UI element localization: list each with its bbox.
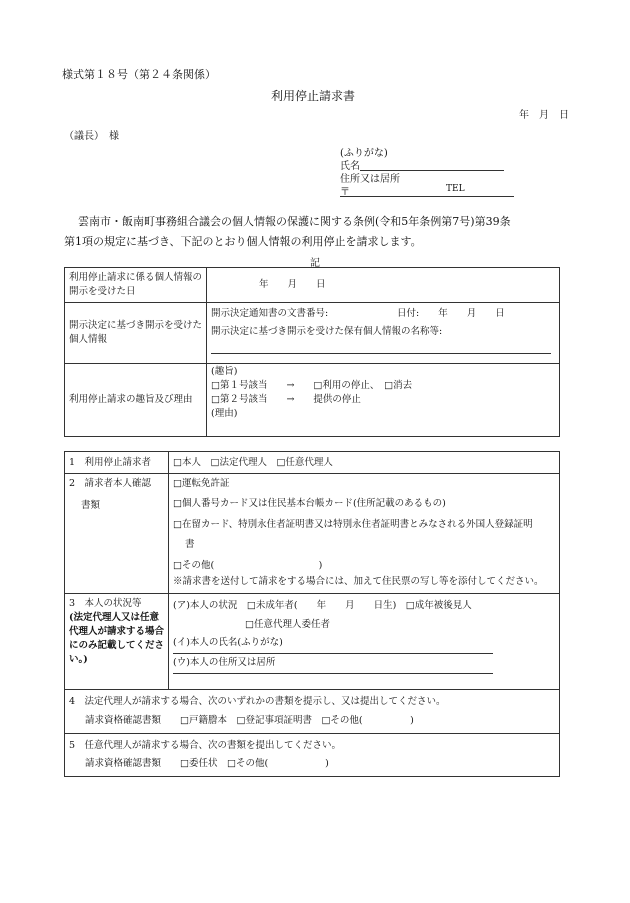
- address-underline: [340, 196, 514, 197]
- page-title: 利用停止請求書: [271, 89, 356, 103]
- intro-line-2: 第1項の規定に基づき、下記のとおり個人情報の利用停止を請求します。: [64, 235, 422, 248]
- info-name-underline: [211, 353, 551, 354]
- person-status-label-note: (法定代理人又は任意代理人が請求する場合にのみ記載してください。): [69, 612, 165, 665]
- id-doc-label: [65, 474, 169, 594]
- person-address-field[interactable]: (ウ)本人の住所又は居所: [173, 654, 493, 674]
- voluntary-rep-documents[interactable]: 請求資格確認書類 □委任状 □その他( ): [85, 757, 329, 769]
- disclosure-date-label: 利用停止請求に係る個人情報の開示を受けた日: [65, 268, 207, 303]
- requester-table: [64, 451, 560, 777]
- person-name-field[interactable]: (イ)本人の氏名(ふりがな): [173, 634, 493, 654]
- purpose-reason-cell[interactable]: [207, 363, 560, 436]
- id-doc-residence-card-cont: 書: [185, 539, 195, 551]
- form-number: 様式第１８号（第２４条関係）: [62, 68, 216, 81]
- doc-number-label: 開示決定通知書の文書番号:: [211, 307, 329, 319]
- requester-label: 1 利用停止請求者: [65, 452, 169, 474]
- person-status-label: [65, 594, 169, 690]
- purpose-option-2[interactable]: □第２号該当 → 提供の停止: [211, 394, 361, 406]
- purpose-heading: (趣旨): [211, 365, 238, 377]
- reason-heading: (理由): [211, 408, 238, 420]
- id-doc-options: [169, 474, 560, 594]
- addressee: （議長） 様: [64, 131, 119, 142]
- person-status-a2[interactable]: □任意代理人委任者: [245, 618, 330, 630]
- voluntary-rep-instruction: 5 任意代理人が請求する場合、次の書類を提出してください。: [69, 739, 342, 751]
- intro-line-1: 雲南市・飯南町事務組合議会の個人情報の保護に関する条例(令和5年条例第7号)第39条: [78, 215, 511, 228]
- purpose-reason-label: 利用停止請求の趣旨及び理由: [65, 363, 207, 436]
- stop-request-table: [64, 267, 560, 437]
- person-status-cell: [169, 594, 560, 690]
- date-line: 年 月 日: [519, 110, 569, 121]
- info-name-label: 開示決定に基づき開示を受けた保有個人情報の名称等:: [211, 325, 443, 337]
- id-doc-driver-license[interactable]: □運転免許証: [173, 478, 230, 489]
- disclosed-info-cell: [207, 302, 560, 363]
- id-doc-note: ※請求書を送付して請求をする場合には、加えて住民票の写し等を添付してください。: [173, 576, 544, 588]
- purpose-option-1[interactable]: □第１号該当 → □利用の停止、 □消去: [211, 379, 413, 391]
- person-status-a[interactable]: (ア)本人の状況 □未成年者( 年 月 日生) □成年被後見人: [173, 600, 472, 612]
- voluntary-rep-cell: [65, 733, 560, 776]
- legal-rep-documents[interactable]: 請求資格確認書類 □戸籍謄本 □登記事項証明書 □その他( ): [85, 714, 414, 726]
- disclosed-info-label: 開示決定に基づき開示を受けた個人情報: [65, 302, 207, 363]
- doc-date-label: 日付: 年 月 日: [397, 307, 505, 319]
- tel-label: TEL: [446, 184, 465, 194]
- legal-rep-instruction: 4 法定代理人が請求する場合、次のいずれかの書類を提示し、又は提出してください。: [69, 696, 446, 708]
- id-doc-label-line1: 2 請求者本人確認: [69, 478, 152, 489]
- address-label: 住所又は居所: [340, 174, 400, 185]
- person-status-label-line1: 3 本人の状況等: [69, 598, 142, 610]
- id-doc-label-line2: 書類: [81, 499, 101, 511]
- furigana-label: (ふりがな): [340, 148, 388, 159]
- id-doc-mynumber-card[interactable]: □個人番号カード又は住民基本台帳カード(住所記載のあるもの): [173, 498, 446, 510]
- legal-rep-cell: [65, 690, 560, 733]
- postal-label: 〒: [340, 187, 350, 198]
- ki-label: 記: [310, 258, 320, 269]
- disclosure-date-value[interactable]: 年 月 日: [207, 268, 560, 303]
- name-label: 氏名: [340, 161, 360, 172]
- requester-options[interactable]: □本人 □法定代理人 □任意代理人: [169, 452, 560, 474]
- id-doc-other[interactable]: □その他( ): [173, 559, 323, 571]
- id-doc-residence-card[interactable]: □在留カード、特別永住者証明書又は特別永住者証明書とみなされる外国人登録証明: [173, 518, 533, 530]
